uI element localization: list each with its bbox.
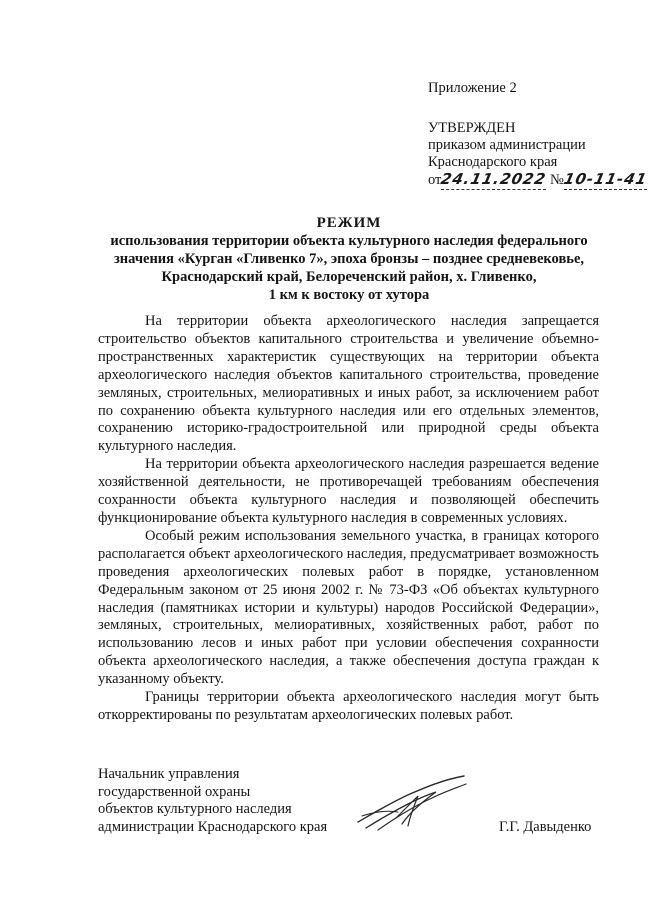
approved-label: УТВЕРЖДЕН — [428, 120, 516, 136]
body-paragraph: На территории объекта археологического наследия запрещается строительство объектов капитального строительства и увеличение объемно-пространственных характеристик существующих на территории объекта археологического наследия объектов капитального строительства, проведение земляных, строительных, мелиоративных и иных работ, за исключением работ по сохранению объекта культурного наследия или его отдельных элементов, сохранению историко-градостроительной или природной среды объекта культурного наследия. — [98, 313, 599, 455]
appendix-label: Приложение 2 — [428, 80, 517, 96]
title-line-2: значения «Курган «Гливенко 7», эпоха бронзы – позднее средневековье, — [113, 251, 585, 267]
date-prefix: от — [428, 172, 442, 188]
signatory-position — [98, 766, 327, 836]
document-title — [98, 214, 600, 304]
title-line-4: 1 км к востоку от хутора — [268, 287, 430, 303]
order-line-2: Краснодарского края — [428, 154, 558, 170]
number-field — [561, 170, 649, 190]
number-prefix: № — [549, 172, 564, 188]
position-line-4: администрации Краснодарского края — [98, 818, 328, 835]
date-field — [439, 170, 549, 190]
document-body — [98, 313, 599, 725]
title-heading: РЕЖИМ — [316, 215, 382, 231]
signer-name: Г.Г. Давыденко — [499, 819, 592, 835]
order-line-1: приказом администрации — [428, 137, 586, 153]
body-paragraph: Границы территории объекта археологического наследия могут быть откорректированы по результатам археологических полевых работ. — [98, 689, 599, 723]
position-line-1: Начальник управления — [98, 766, 240, 782]
handwritten-date: 24.11.2022 — [439, 170, 549, 188]
handwritten-number: 10-11-41 — [561, 170, 649, 188]
approval-date-number-line — [428, 171, 647, 190]
body-paragraph: Особый режим использования земельного участка, в границах которого располагается объект археологического наследия, предусматривает возможность проведения археологических полевых работ в порядке, установленном Федеральным законом от 25 июня 2002 г. № 73-ФЗ «Об объектах культурного наследия (памятниках истории и культуры) народов Российской Федерации», земляных, строительных, мелиоративных, хозяйственных работ, работ по использованию лесов и иных работ при условии обеспечения сохранности объекта археологического наследия, а также обеспечения доступа граждан к указанному объекту. — [98, 527, 599, 688]
position-line-3: объектов культурного наследия — [98, 801, 292, 818]
title-line-3: Краснодарский край, Белореченский район, х. Гливенко, — [161, 269, 537, 285]
handwritten-signature — [352, 772, 470, 834]
body-paragraph: На территории объекта археологического наследия разрешается ведение хозяйственной деятельности, не противоречащей требованиям обеспечения сохранности объекта культурного наследия и позволяющей обеспечить функционирование объекта культурного наследия в современных условиях. — [98, 456, 599, 526]
position-line-2: государственной охраны — [98, 783, 251, 800]
title-line-1: использования территории объекта культурного наследия федерального — [110, 233, 588, 249]
